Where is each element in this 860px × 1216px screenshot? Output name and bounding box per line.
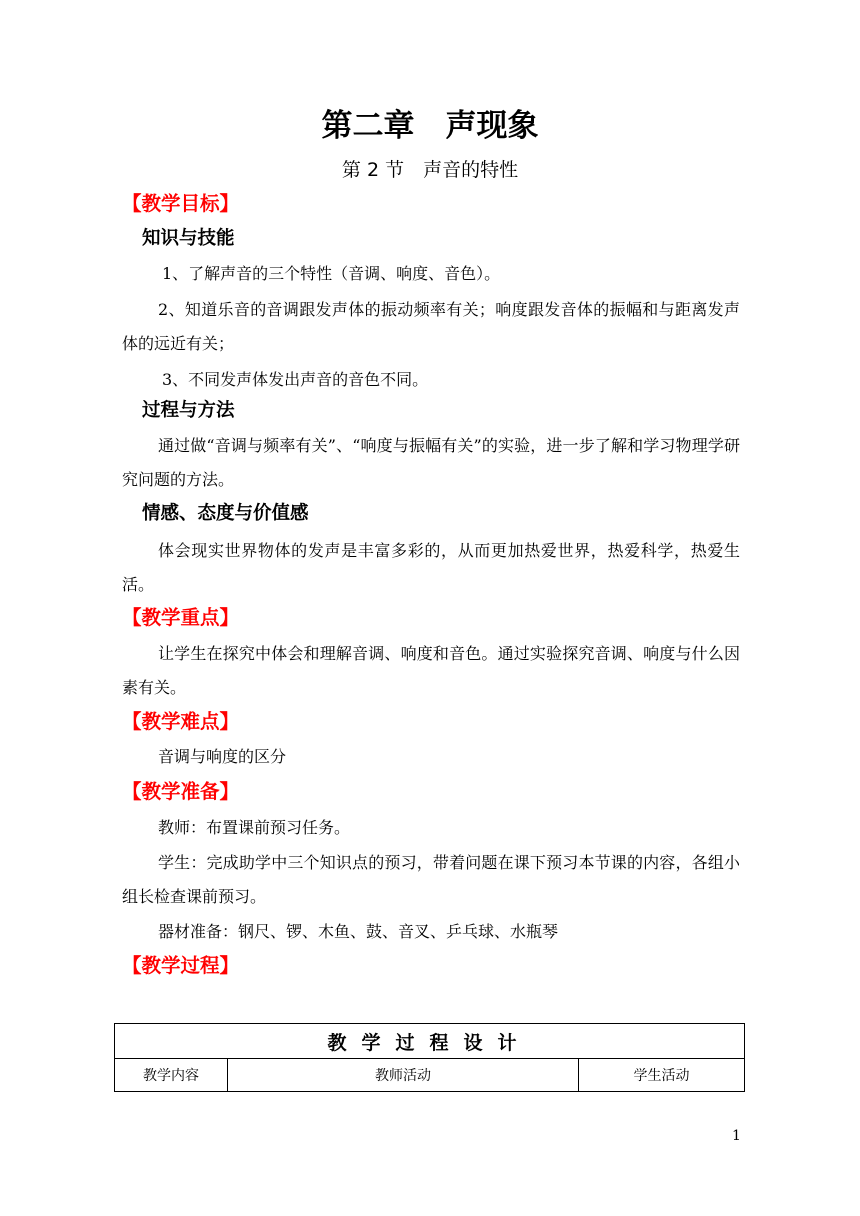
page-number: 1	[732, 1128, 741, 1144]
column-header-teacher: 教师活动	[228, 1059, 579, 1092]
prep-student: 学生：完成助学中三个知识点的预习，带着问题在课下预习本节课的内容，各组小组长检查课前预习。	[122, 853, 740, 906]
prep-equipment: 器材准备：钢尺、锣、木鱼、鼓、音叉、乒乓球、水瓶琴	[158, 922, 559, 941]
knowledge-item-1: 1、了解声音的三个特性（音调、响度、音色）。	[162, 264, 501, 283]
chapter-title: 第二章 声现象	[321, 108, 539, 144]
column-header-student: 学生活动	[579, 1059, 745, 1092]
process-method-text: 通过做“音调与频率有关”、“响度与振幅有关”的实验，进一步了解和学习物理学研究问题的方法。	[122, 436, 740, 489]
knowledge-item-3: 3、不同发声体发出声音的音色不同。	[162, 370, 429, 389]
heading-teaching-prep: 【教学准备】	[122, 780, 240, 803]
knowledge-item-2: 2、知道乐音的音调跟发声体的振动频率有关；响度跟发音体的振幅和与距离发声体的远近有关；	[122, 300, 740, 353]
process-design-table	[114, 1023, 745, 1092]
column-header-content: 教学内容	[115, 1059, 228, 1092]
heading-emotion-values: 情感、态度与价值感	[142, 503, 309, 524]
section-subtitle: 第 2 节 声音的特性	[341, 159, 519, 181]
heading-teaching-difficulty: 【教学难点】	[122, 710, 240, 733]
prep-teacher: 教师：布置课前预习任务。	[158, 818, 351, 837]
heading-teaching-key: 【教学重点】	[122, 606, 240, 629]
heading-knowledge-skills: 知识与技能	[142, 228, 235, 249]
teaching-difficulty-text: 音调与响度的区分	[158, 747, 287, 766]
emotion-values-text: 体会现实世界物体的发声是丰富多彩的，从而更加热爱世界，热爱科学，热爱生活。	[122, 541, 740, 594]
table-title: 教学过程设计	[115, 1024, 745, 1059]
teaching-key-text: 让学生在探究中体会和理解音调、响度和音色。通过实验探究音调、响度与什么因素有关。	[122, 644, 740, 697]
heading-teaching-process: 【教学过程】	[122, 954, 240, 977]
heading-teaching-goals: 【教学目标】	[122, 192, 240, 215]
heading-process-method: 过程与方法	[142, 400, 235, 421]
